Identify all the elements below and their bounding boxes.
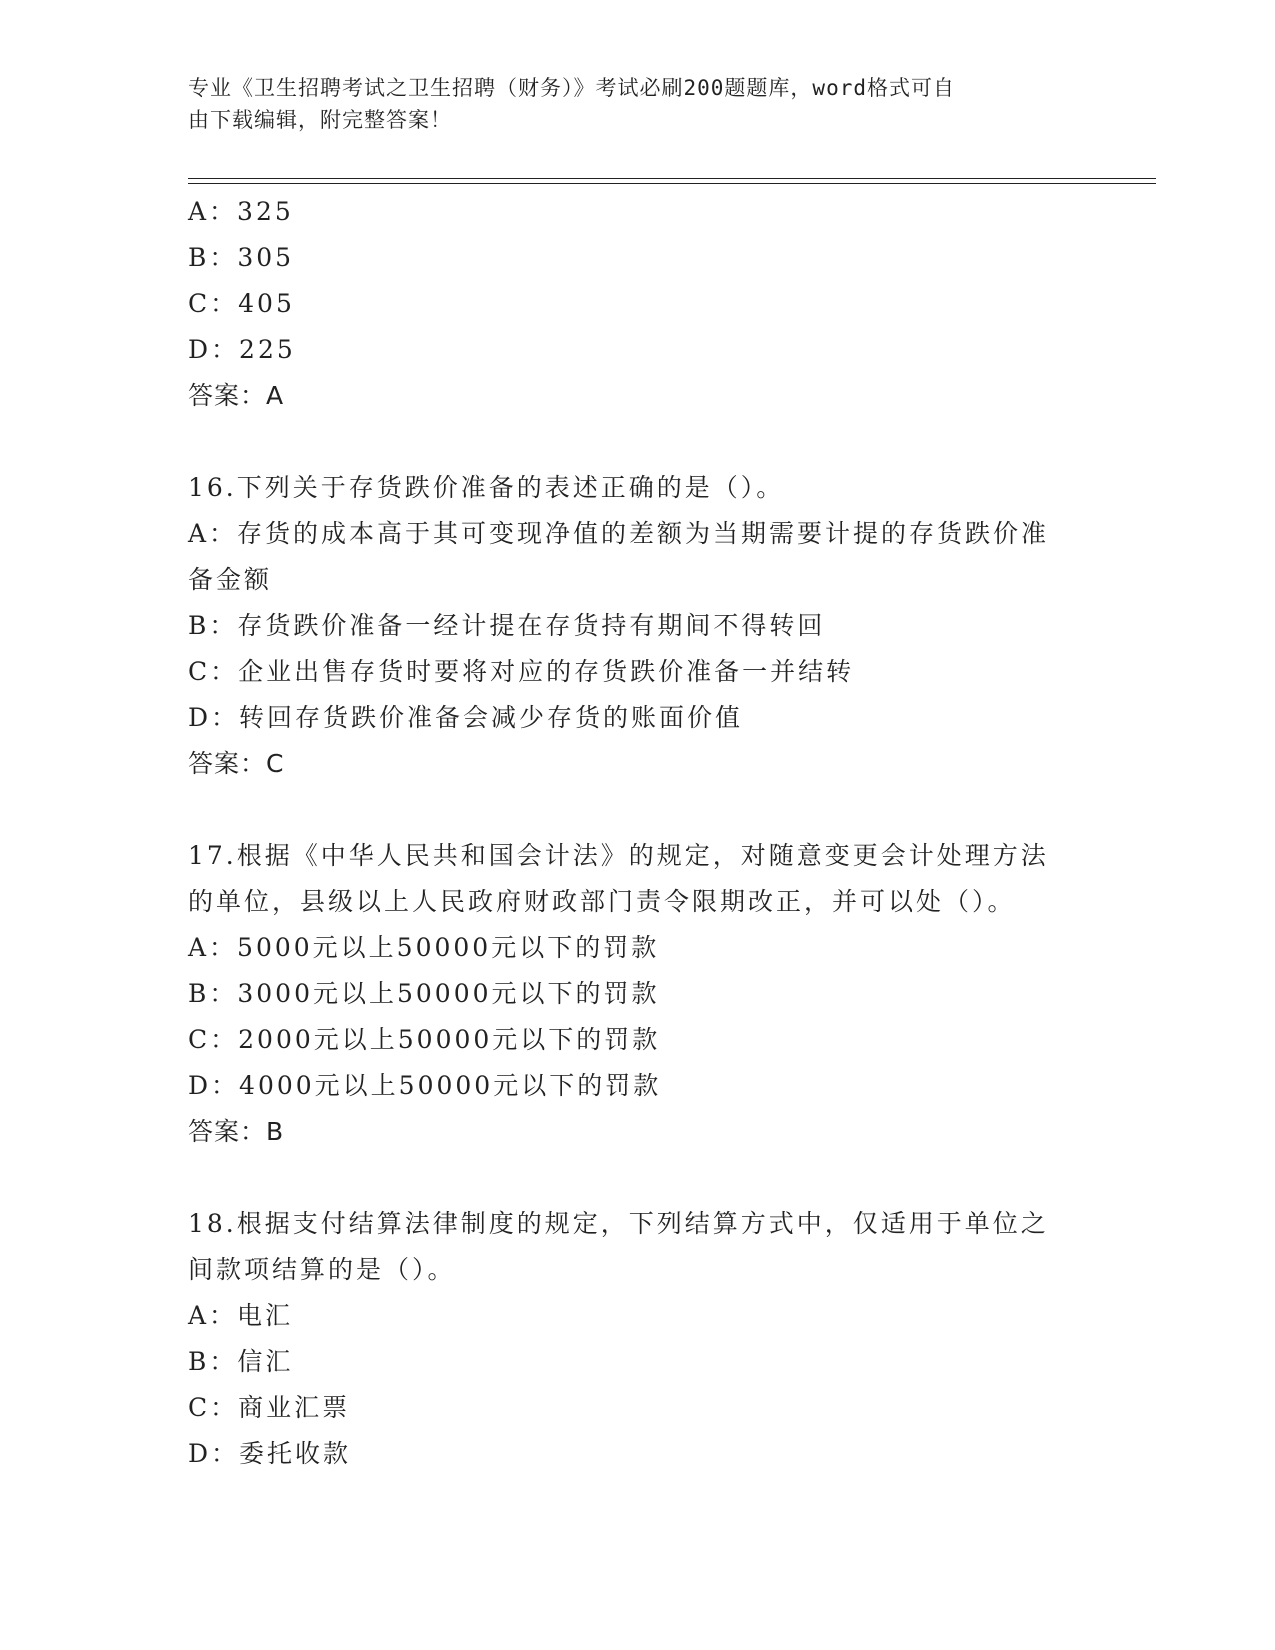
document-header xyxy=(188,72,1068,136)
option-b: B：信汇 xyxy=(188,1347,294,1376)
question-text-line-2: 的单位，县级以上人民政府财政部门责令限期改正，并可以处（）。 xyxy=(188,887,1016,916)
option-a: A：存货的成本高于其可变现净值的差额为当期需要计提的存货跌价准 xyxy=(188,519,1050,548)
option-c: C：企业出售存货时要将对应的存货跌价准备一并结转 xyxy=(188,657,855,686)
answer: 答案：B xyxy=(188,1117,285,1146)
header-line-2: 由下载编辑，附完整答案！ xyxy=(188,108,452,132)
answer: 答案：A xyxy=(188,381,285,410)
option-d: D：4000元以上50000元以下的罚款 xyxy=(188,1071,662,1100)
header-divider-bottom xyxy=(188,183,1156,184)
option-b: B：3000元以上50000元以下的罚款 xyxy=(188,979,660,1008)
option-c: C：商业汇票 xyxy=(188,1393,351,1422)
header-divider-top xyxy=(188,178,1156,179)
question-18 xyxy=(188,1201,1088,1477)
question-16 xyxy=(188,465,1088,787)
option-b: B：305 xyxy=(188,243,295,272)
option-c: C：2000元以上50000元以下的罚款 xyxy=(188,1025,661,1054)
document-body xyxy=(188,189,1088,1477)
option-a: A：电汇 xyxy=(188,1301,294,1330)
question-text-line-1: 18.根据支付结算法律制度的规定，下列结算方式中，仅适用于单位之 xyxy=(188,1209,1049,1238)
option-a-continued: 备金额 xyxy=(188,565,273,594)
option-a: A：325 xyxy=(188,197,294,226)
option-b: B：存货跌价准备一经计提在存货持有期间不得转回 xyxy=(188,611,826,640)
option-a: A：5000元以上50000元以下的罚款 xyxy=(188,933,660,962)
option-c: C：405 xyxy=(188,289,295,318)
question-text-line-1: 17.根据《中华人民共和国会计法》的规定，对随意变更会计处理方法 xyxy=(188,841,1049,870)
question-text-line-2: 间款项结算的是（）。 xyxy=(188,1255,456,1284)
option-d: D：225 xyxy=(188,335,296,364)
question-15 xyxy=(188,189,1088,419)
option-d: D：转回存货跌价准备会减少存货的账面价值 xyxy=(188,703,744,732)
question-text: 16.下列关于存货跌价准备的表述正确的是（）。 xyxy=(188,473,785,502)
answer: 答案：C xyxy=(188,749,285,778)
header-line-1: 专业《卫生招聘考试之卫生招聘（财务）》考试必刷200题题库，word格式可自 xyxy=(188,76,955,100)
option-d: D：委托收款 xyxy=(188,1439,352,1468)
question-17 xyxy=(188,833,1088,1155)
